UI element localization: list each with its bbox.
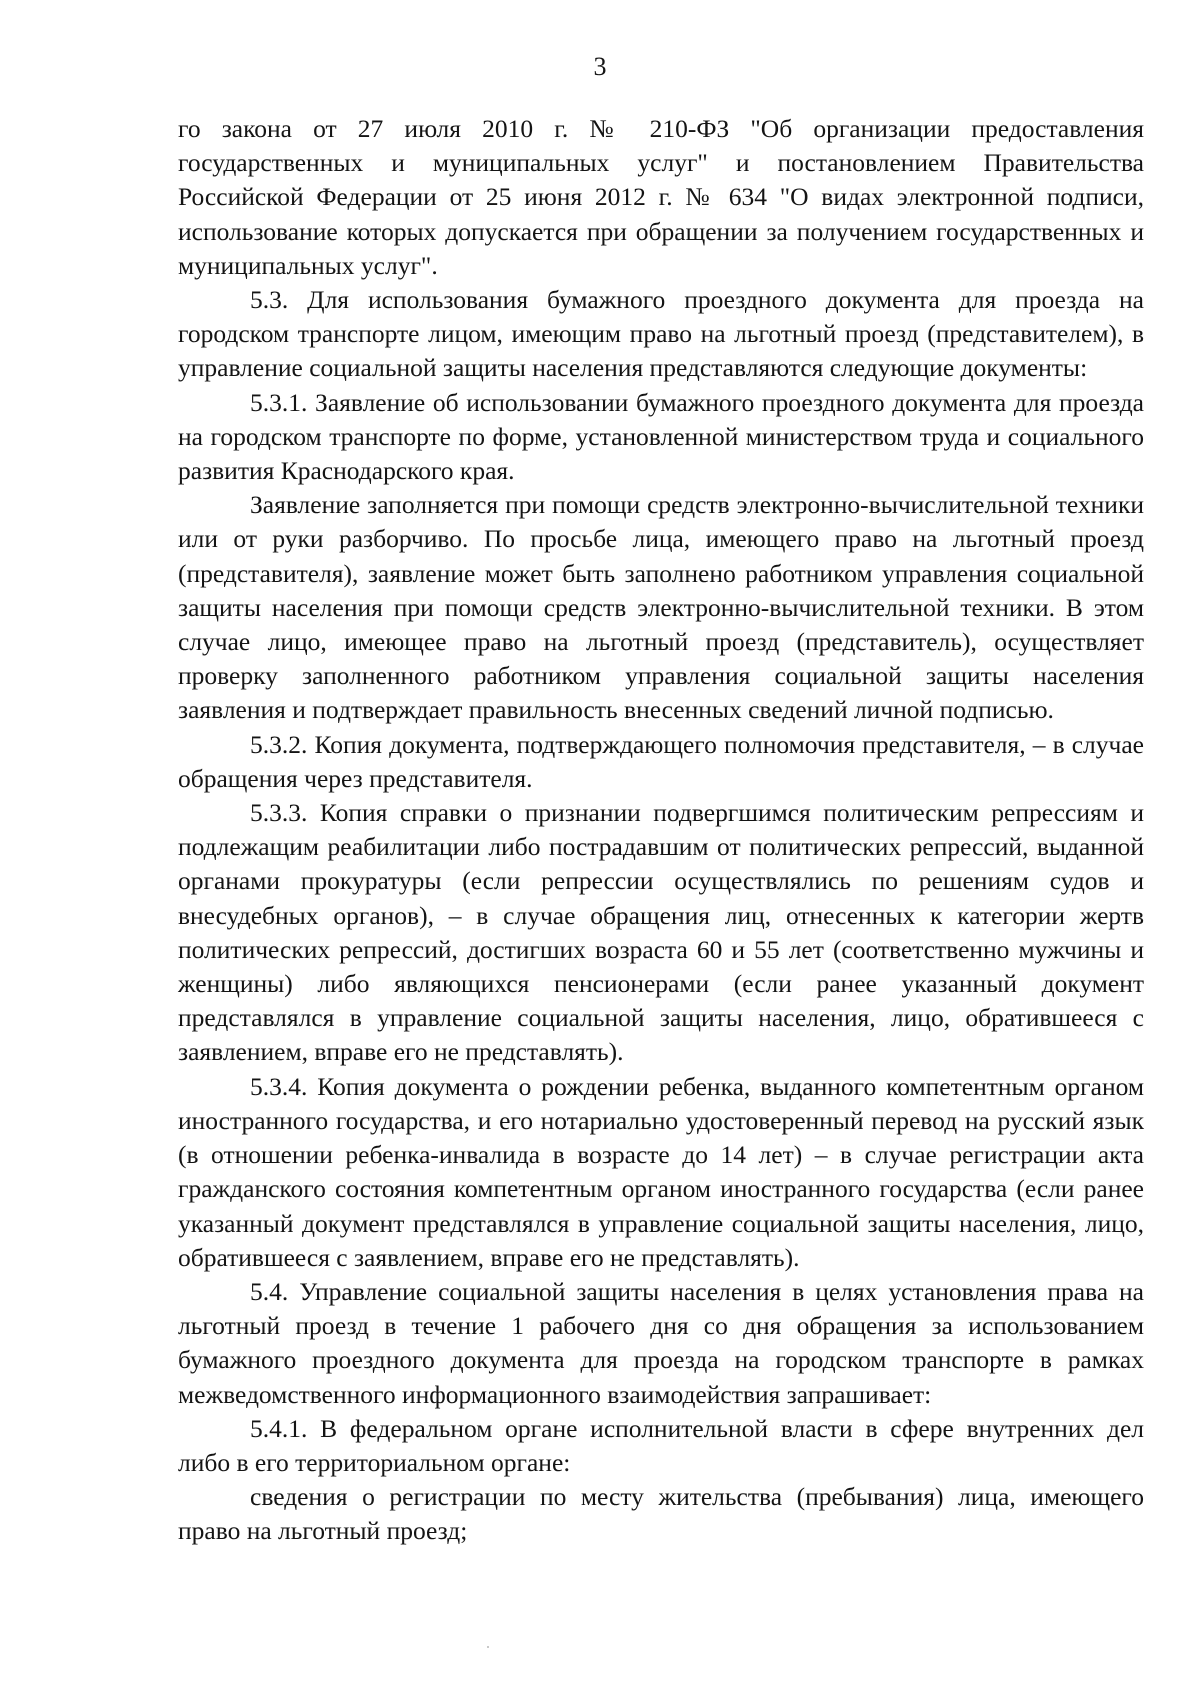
paragraph-5-3-2: 5.3.2. Копия документа, подтверждающего полномочия представителя, – в случае обращения через представителя. bbox=[178, 729, 1144, 793]
page-number: 3 bbox=[593, 52, 607, 81]
paragraph-5-3-4: 5.3.4. Копия документа о рождении ребенка, выданного компетентным органом иностранного государства, и его нотариально удостоверенный перевод на русский язык (в отношении ребенка-инвалида в возрасте до 14 лет) – в случае регистрации акта гражданского состояния компетентным органом иностранного государства (если ранее указанный документ представлялся в управление социальной защиты населения, лицо, обратившееся с заявлением, вправе его не представлять). bbox=[178, 1071, 1144, 1272]
paragraph-5-3-1: 5.3.1. Заявление об использовании бумажного проездного документа для проезда на городском транспорте по форме, установленной министерством труда и социального развития Краснодарского края. bbox=[178, 387, 1144, 486]
paragraph-application-filling: Заявление заполняется при помощи средств электронно-вычислительной техники или от руки разборчиво. По просьбе лица, имеющего право на льготный проезд (представителя), заявление может быть заполнено работником управления социальной защиты населения при помощи средств электронно-вычислительной техники. В этом случае лицо, имеющее право на льготный проезд (представитель), осуществляет проверку заполненного работником управления социальной защиты населения заявления и подтверждает правильность внесенных сведений личной подписью. bbox=[178, 490, 1144, 725]
paragraph-registration-info: сведения о регистрации по месту жительства (пребывания) лица, имеющего право на льготный проезд; bbox=[178, 1482, 1144, 1546]
paragraph-continuation: го закона от 27 июля 2010 г. № 210-ФЗ "Об организации предоставления государственных и муниципальных услуг" и постановлением Правительства Российской Федерации от 25 июня 2012 г. № 634 "О видах электронной подписи, использование которых допускается при обращении за получением государственных и муниципальных услуг". bbox=[178, 114, 1144, 280]
paragraph-5-4-1: 5.4.1. В федеральном органе исполнительной власти в сфере внутренних дел либо в его территориальном органе: bbox=[178, 1413, 1144, 1477]
paragraph-5-3-3: 5.3.3. Копия справки о признании подвергшимся политическим репрессиям и подлежащим реабилитации либо пострадавшим от политических репрессий, выданной органами прокуратуры (если репрессии осуществлялись по решениям судов и внесудебных органов), – в случае обращения лиц, отнесенных к категории жертв политических репрессий, достигших возраста 60 и 55 лет (соответственно мужчины и женщины) либо являющихся пенсионерами (если ранее указанный документ представлялся в управление социальной защиты населения, лицо, обратившееся с заявлением, вправе его не представлять). bbox=[178, 798, 1144, 1067]
paragraph-5-4: 5.4. Управление социальной защиты населения в целях установления права на льготный проезд в течение 1 рабочего дня со дня обращения за использованием бумажного проездного документа для проезда на городском транспорте в рамках межведомственного информационного взаимодействия запрашивает: bbox=[178, 1276, 1144, 1409]
document-body bbox=[178, 112, 1144, 1549]
scan-speck bbox=[487, 1646, 489, 1648]
paragraph-5-3: 5.3. Для использования бумажного проездного документа для проезда на городском транспорте лицом, имеющим право на льготный проезд (представителем), в управление социальной защиты населения представляются следующие документы: bbox=[178, 285, 1144, 383]
